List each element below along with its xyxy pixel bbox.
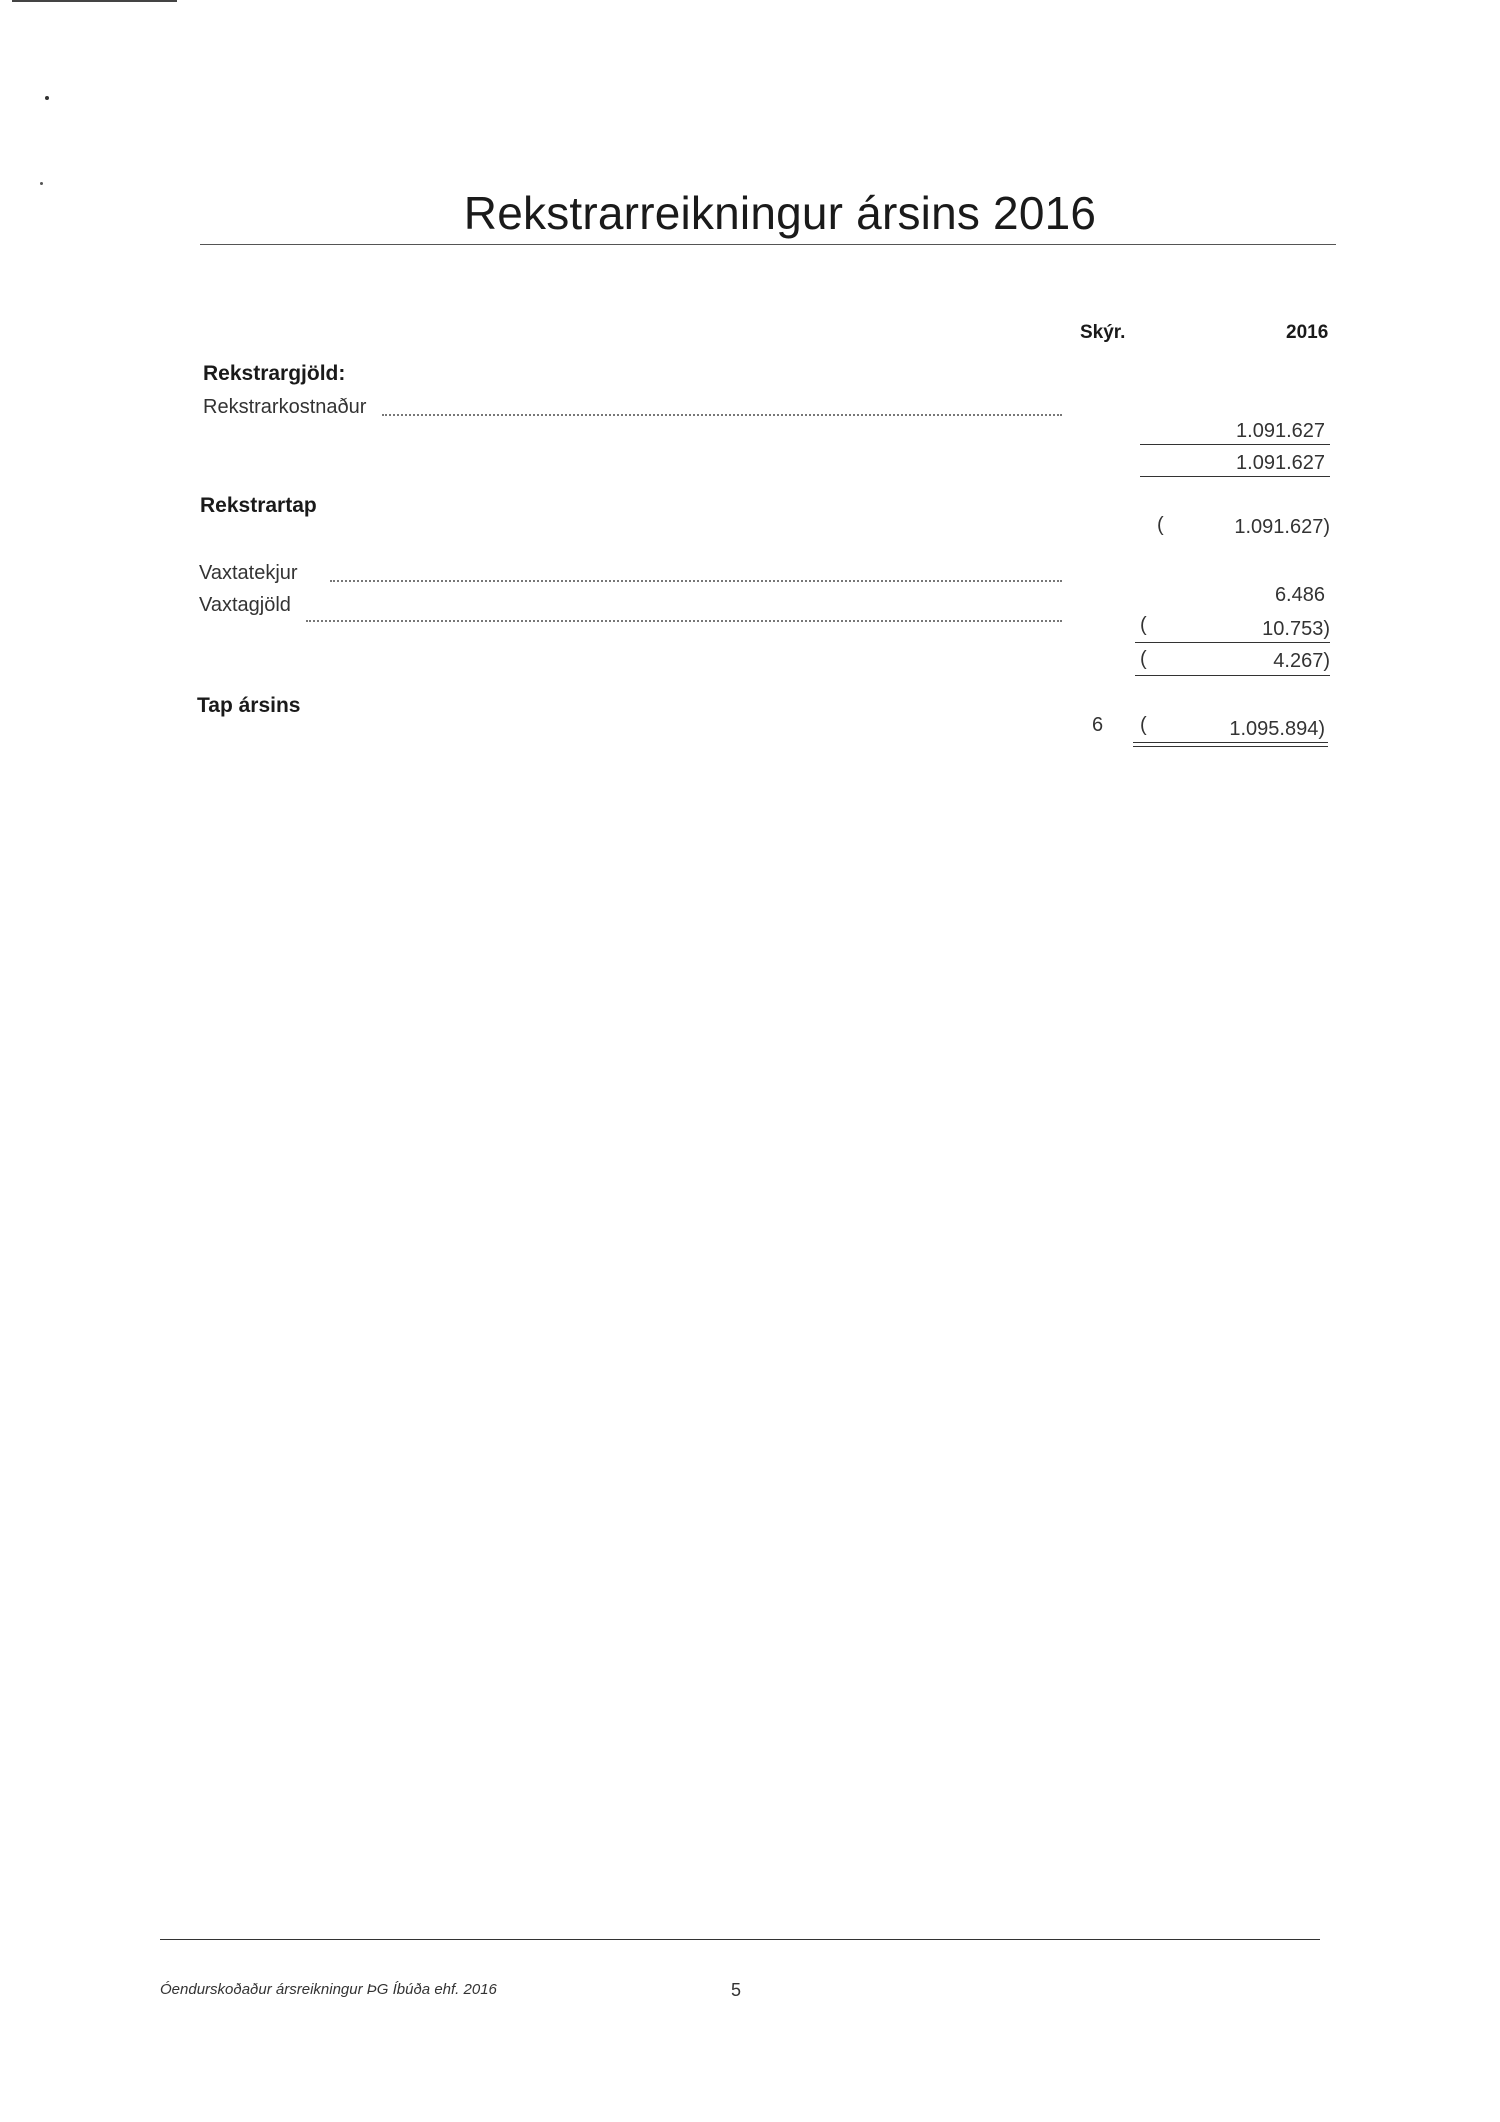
dot-leaders: [306, 620, 1062, 622]
subtotal-rule: [1135, 675, 1330, 676]
open-paren: (: [1157, 514, 1164, 536]
footer-text: Óendurskoðaður ársreikningur ÞG Íbúða ehf. 2016: [160, 1981, 497, 1998]
expenses-heading: Rekstrargjöld:: [203, 362, 346, 385]
page-title: Rekstrarreikningur ársins 2016: [463, 187, 1097, 239]
scan-speck: [40, 182, 43, 185]
operating-loss-value: 1.091.627): [1234, 516, 1330, 538]
dot-leaders: [382, 414, 1062, 416]
year-column-header: 2016: [1286, 322, 1329, 343]
interest-expense-value: 10.753): [1262, 618, 1330, 640]
open-paren: (: [1140, 614, 1147, 636]
interest-income-label: Vaxtatekjur: [199, 562, 298, 584]
subtotal-rule: [1140, 476, 1330, 477]
title-underline: [200, 244, 1336, 245]
open-paren: (: [1140, 648, 1147, 670]
interest-expense-label: Vaxtagjöld: [199, 594, 291, 616]
loss-for-year-heading: Tap ársins: [197, 694, 301, 717]
expenses-total-value: 1.091.627: [1236, 452, 1325, 474]
scan-speck: [45, 96, 49, 100]
loss-for-year-note: 6: [1092, 714, 1104, 736]
interest-income-value: 6.486: [1274, 584, 1325, 606]
double-rule-top: [1133, 742, 1328, 743]
note-column-header: Skýr.: [1080, 322, 1126, 343]
dot-leaders: [330, 580, 1062, 582]
subtotal-rule: [1135, 642, 1330, 643]
operating-cost-label: Rekstrarkostnaður: [203, 396, 367, 418]
loss-for-year-value: 1.095.894): [1229, 718, 1325, 740]
open-paren: (: [1140, 714, 1147, 736]
page-number: 5: [731, 1980, 742, 2000]
net-interest-value: 4.267): [1273, 650, 1330, 672]
subtotal-rule: [1140, 444, 1330, 445]
scan-top-rule: [12, 0, 177, 2]
operating-loss-heading: Rekstrartap: [200, 494, 317, 517]
operating-cost-value: 1.091.627: [1236, 420, 1325, 442]
double-rule-bottom: [1133, 746, 1328, 747]
footer-rule: [160, 1939, 1320, 1940]
